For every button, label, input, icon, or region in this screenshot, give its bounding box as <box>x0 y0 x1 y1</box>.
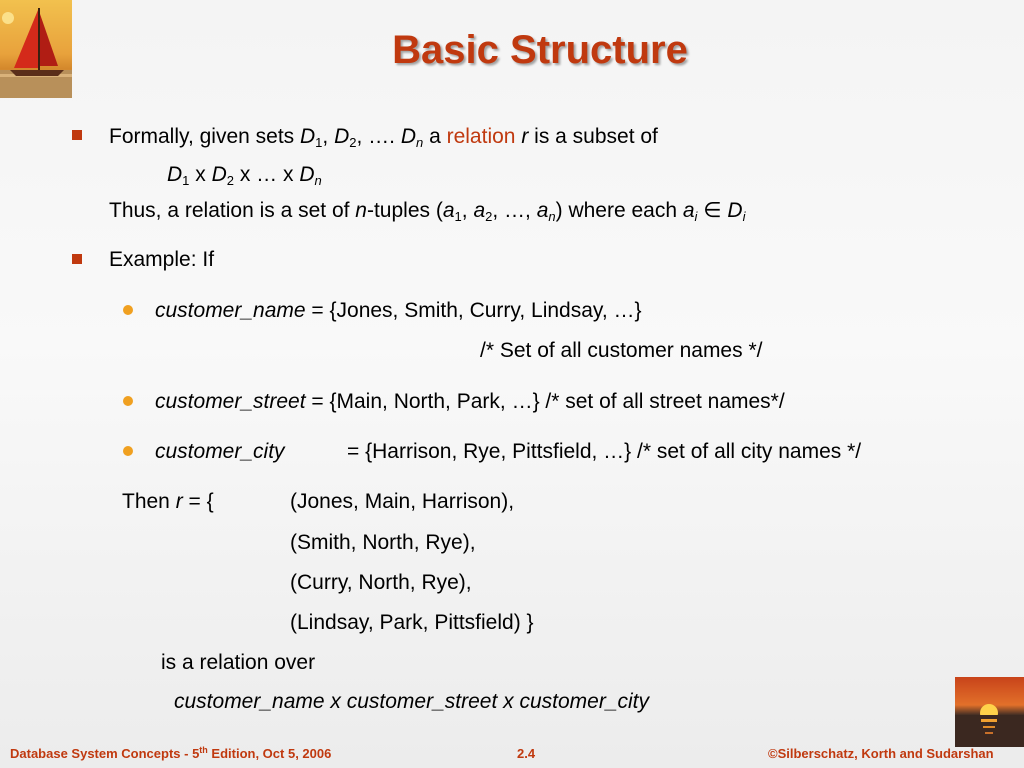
footer-page-number: 2.4 <box>517 746 536 761</box>
sub-bullet-customer-street: customer_street = {Main, North, Park, …} /* set of all street names*/ <box>155 390 785 413</box>
circle-bullet-icon <box>123 396 133 406</box>
bullet-formal-definition: Formally, given sets $D_1$, $D_2$, …. $D_n$ a relation r is a subset of <box>109 125 658 150</box>
square-bullet-icon <box>72 254 82 264</box>
ntuples-line: Thus, a relation is a set of n-tuples ($a_1$, $a_2$, …, $a_n$) where each $a_i$ ∈ $D_i$ <box>109 199 746 224</box>
bullet-example: Example: If <box>109 248 215 271</box>
cartesian-product-line: $D_1$ x $D_2$ x … x $D_n$ <box>167 163 322 188</box>
tuple-row: (Smith, North, Rye), <box>290 531 476 554</box>
relation-keyword: relation <box>446 125 516 148</box>
tuple-row: (Jones, Main, Harrison), <box>290 490 515 513</box>
footer-book-title: Database System Concepts - 5th Edition, Oct 5, 2006 <box>10 745 332 761</box>
slide-title: Basic Structure <box>392 28 688 72</box>
sub-bullet-customer-name: customer_name = {Jones, Smith, Curry, Lindsay, …} <box>155 299 642 322</box>
footer-copyright: ©Silberschatz, Korth and Sudarshan <box>768 746 994 761</box>
customer-name-comment: /* Set of all customer names */ <box>480 339 763 362</box>
sunset-image <box>955 677 1024 747</box>
element-of-symbol: ∈ <box>703 199 722 222</box>
square-bullet-icon <box>72 130 82 140</box>
circle-bullet-icon <box>123 305 133 315</box>
tuple-row: (Curry, North, Rye), <box>290 571 472 594</box>
relation-over-text: is a relation over <box>161 651 316 674</box>
sub-bullet-customer-city: customer_city <box>155 440 285 463</box>
circle-bullet-icon <box>123 446 133 456</box>
then-r-equals: Then r = { <box>122 490 214 513</box>
relation-schema: customer_name x customer_street x customer_city <box>174 690 650 713</box>
tuple-row: (Lindsay, Park, Pittsfield) } <box>290 611 534 634</box>
customer-city-values: = {Harrison, Rye, Pittsfield, …} /* set of all city names */ <box>347 440 862 463</box>
